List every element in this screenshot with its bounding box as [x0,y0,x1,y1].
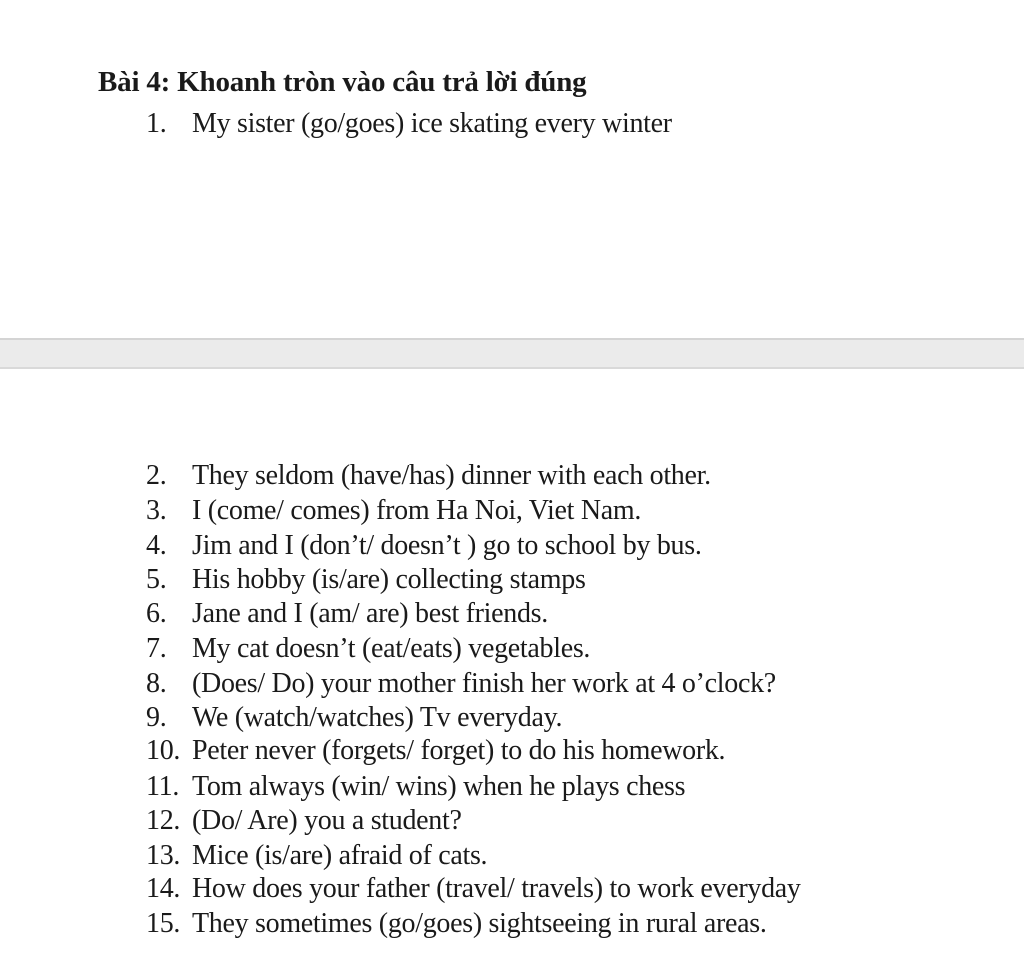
question-item [146,668,776,700]
question-number: 2. [146,460,167,491]
question-text: They seldom (have/has) dinner with each other. [192,460,711,491]
question-number: 3. [146,495,167,526]
question-item [146,530,702,562]
question-item [146,633,590,665]
question-item [146,598,548,630]
question-item [146,735,725,767]
question-item [146,873,801,905]
question-number: 11. [146,771,180,802]
question-item [146,495,641,527]
question-number: 4. [146,530,167,561]
question-text: His hobby (is/are) collecting stamps [192,564,586,595]
question-item [146,460,711,492]
question-text: Jim and I (don’t/ doesn’t ) go to school by bus. [192,530,702,561]
question-item [146,771,685,803]
question-number: 15. [146,908,181,939]
question-number: 7. [146,633,167,664]
question-item [146,702,562,734]
question-text: Jane and I (am/ are) best friends. [192,598,548,629]
question-text: Peter never (forgets/ forget) to do his homework. [192,735,726,766]
document-page-top [0,0,1024,338]
question-text: Tom always (win/ wins) when he plays chess [192,771,686,802]
question-number: 14. [146,873,181,904]
question-text: Mice (is/are) afraid of cats. [192,840,488,871]
question-item [146,564,586,596]
question-text: They sometimes (go/goes) sightseeing in rural areas. [192,908,767,939]
question-number: 1. [146,108,167,139]
question-number: 5. [146,564,167,595]
question-number: 10. [146,735,181,766]
question-text: I (come/ comes) from Ha Noi, Viet Nam. [192,495,642,526]
question-number: 13. [146,840,181,871]
exercise-title: Bài 4: Khoanh tròn vào câu trả lời đúng [98,66,587,98]
question-text: We (watch/watches) Tv everyday. [192,702,563,733]
question-text: (Do/ Are) you a student? [192,805,462,836]
question-text: My cat doesn’t (eat/eats) vegetables. [192,633,591,664]
question-number: 8. [146,668,167,699]
question-text: How does your father (travel/ travels) to work everyday [192,873,801,904]
question-text: (Does/ Do) your mother finish her work at 4 o’clock? [192,668,776,699]
page-break-separator [0,338,1024,369]
question-number: 12. [146,805,181,836]
question-item [146,908,767,940]
question-item [146,108,672,140]
question-item [146,805,462,837]
question-text: My sister (go/goes) ice skating every winter [192,108,672,139]
question-number: 6. [146,598,167,629]
question-number: 9. [146,702,167,733]
question-item [146,840,487,872]
